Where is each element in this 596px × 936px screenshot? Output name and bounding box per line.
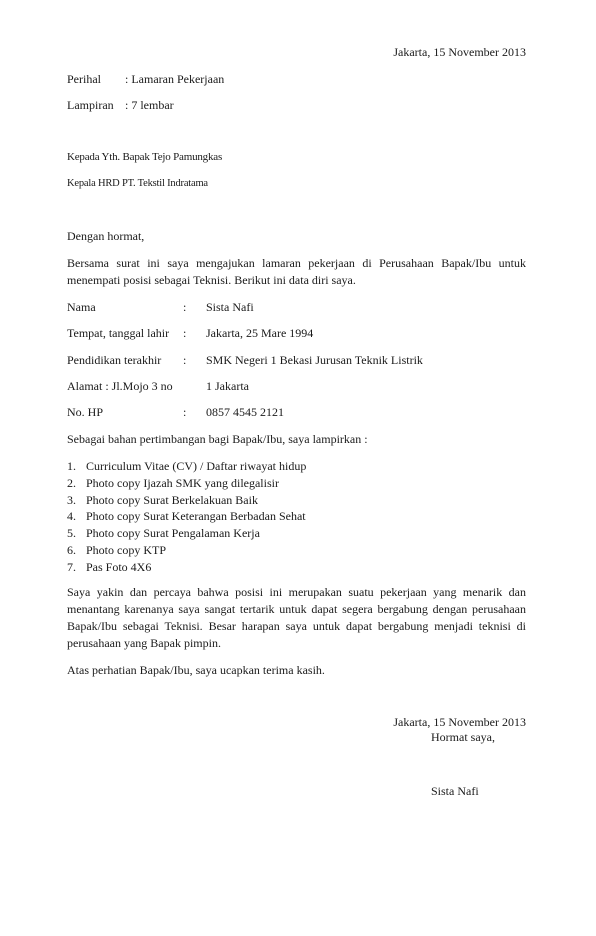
recipient-line-2: Kepala HRD PT. Tekstil Indratama (67, 178, 208, 189)
personal-colon: : (183, 353, 187, 367)
personal-colon: : (183, 326, 187, 340)
personal-colon: : (183, 405, 187, 419)
lampiran-value: : 7 lembar (125, 98, 174, 112)
personal-value: 1 Jakarta (206, 379, 249, 393)
list-text: Photo copy Ijazah SMK yang dilegalisir (86, 475, 279, 490)
list-text: Photo copy Surat Keterangan Berbadan Sehat (86, 509, 306, 524)
personal-label: Alamat : Jl.Mojo 3 no (67, 379, 173, 393)
list-text: Curriculum Vitae (CV) / Daftar riwayat hidup (86, 459, 307, 473)
list-number: 6. (67, 542, 76, 557)
personal-colon: : (183, 300, 187, 314)
lampiran-label: Lampiran (67, 98, 114, 112)
list-number: 2. (67, 475, 76, 490)
list-text: Photo copy Surat Pengalaman Kerja (86, 526, 260, 541)
closing-paragraph: Saya yakin dan percaya bahwa posisi ini merupakan suatu pekerjaan yang menarik dan menantang karenanya saya sangat tertarik untuk dapat segera bergabung dengan perusahaan Bapak/Ibu sebagai Teknisi. Besar harapan saya untuk dapat bergabung menjadi teknisi di perusahaan yang Bapak pimpin. (67, 585, 526, 650)
personal-label: Tempat, tanggal lahir (67, 326, 170, 340)
personal-value: 0857 4545 2121 (206, 405, 284, 419)
letter-date: Jakarta, 15 November 2013 (393, 45, 526, 59)
thanks-line: Atas perhatian Bapak/Ibu, saya ucapkan terima kasih. (67, 663, 325, 677)
personal-value: Jakarta, 25 Mare 1994 (206, 326, 314, 340)
list-number: 1. (67, 459, 76, 473)
list-text: Pas Foto 4X6 (86, 559, 152, 574)
list-number: 5. (67, 526, 76, 541)
signature-name: Sista Nafi (431, 784, 479, 798)
personal-value: Sista Nafi (206, 300, 254, 314)
perihal-label: Perihal (67, 72, 101, 86)
attachments-intro: Sebagai bahan pertimbangan bagi Bapak/Ibu, saya lampirkan : (67, 432, 368, 446)
intro-paragraph: Bersama surat ini saya mengajukan lamaran pekerjaan di Perusahaan Bapak/Ibu untuk menempati posisi sebagai Teknisi. Berikut ini data diri saya. (67, 256, 526, 287)
list-number: 4. (67, 509, 76, 524)
recipient-line-1: Kepada Yth. Bapak Tejo Pamungkas (67, 151, 223, 163)
greeting: Dengan hormat, (67, 229, 145, 243)
perihal-value: : Lamaran Pekerjaan (125, 72, 225, 86)
personal-label: No. HP (67, 405, 104, 419)
signature-date: Jakarta, 15 November 2013 (393, 715, 526, 729)
list-number: 7. (67, 559, 76, 574)
personal-label: Pendidikan terakhir (67, 353, 162, 367)
signature-regards: Hormat saya, (431, 730, 495, 744)
list-number: 3. (67, 492, 76, 507)
list-text: Photo copy KTP (86, 542, 167, 557)
personal-label: Nama (67, 300, 96, 314)
personal-value: SMK Negeri 1 Bekasi Jurusan Teknik Listrik (206, 353, 423, 367)
list-text: Photo copy Surat Berkelakuan Baik (86, 492, 258, 507)
